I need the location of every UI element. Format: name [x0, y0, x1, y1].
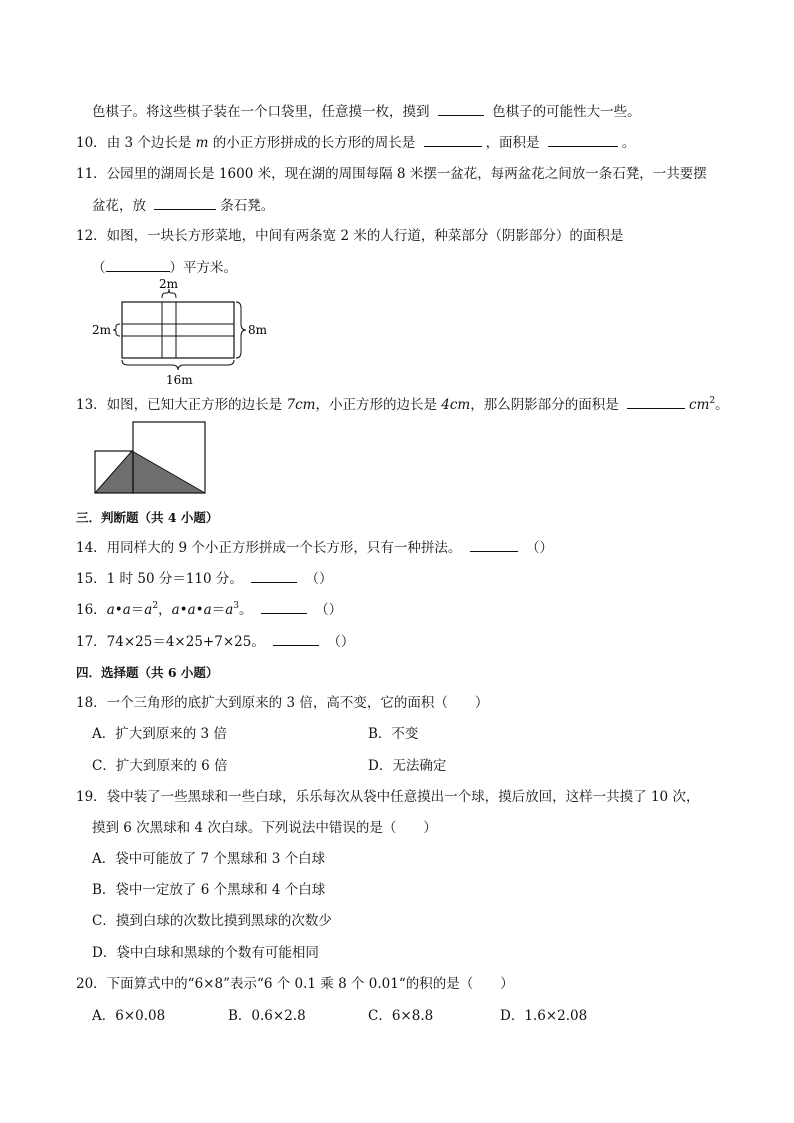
- q19-option-b[interactable]: B．袋中一定放了 6 个黑球和 4 个白球: [92, 882, 326, 898]
- q20-option-d[interactable]: D．1.6×2.08: [500, 1008, 588, 1024]
- question-10: 10．由 3 个边长是 m 的小正方形拼成的长方形的周长是 ，面积是 。: [76, 135, 636, 151]
- question-12-line1: 12．如图，一块长方形菜地，中间有两条宽 2 米的人行道，种菜部分（阴影部分）的面积是: [76, 228, 624, 244]
- q12-answer-blank[interactable]: [106, 258, 170, 272]
- label-left-2m: 2m: [92, 323, 112, 337]
- q20-option-a[interactable]: A．6×0.08: [92, 1008, 166, 1024]
- left-brace: [113, 324, 120, 336]
- q18-option-a[interactable]: A．扩大到原来的 3 倍: [92, 726, 227, 742]
- q12-figure-rectangle-garden: [86, 278, 286, 390]
- q18-option-d[interactable]: D．无法确定: [368, 758, 447, 774]
- question-19-line1: 19．袋中装了一些黑球和一些白球，乐乐每次从袋中任意摸出一个球，摸后放回，这样一共摸了 10 次，: [76, 789, 700, 805]
- question-13: 13．如图，已知大正方形的边长是 7cm，小正方形的边长是 4cm，那么阴影部分的面积是 $cm^2$。: [76, 396, 729, 413]
- q19-option-a[interactable]: A．袋中可能放了 7 个黑球和 3 个白球: [92, 851, 326, 867]
- q10-perimeter-blank[interactable]: [424, 133, 482, 147]
- section-3-heading: 三．判断题（共 4 小题）: [76, 510, 219, 525]
- q20-option-b[interactable]: B．0.6×2.8: [228, 1008, 306, 1024]
- section-4-heading: 四．选择题（共 6 小题）: [76, 665, 219, 680]
- garden-outline: [122, 302, 234, 358]
- question-12-line2: （ ）平方米。: [92, 260, 237, 276]
- q17-answer-blank[interactable]: [273, 632, 319, 646]
- question-15: 15．1 时 50 分＝110 分。 （）: [76, 571, 333, 587]
- q18-option-b[interactable]: B．不变: [368, 726, 419, 742]
- q13-figure-squares: [94, 420, 210, 496]
- shaded-triangle: [95, 451, 205, 493]
- question-19-line2: 摸到 6 次黑球和 4 次白球。下列说法中错误的是（ ）: [92, 820, 437, 836]
- label-bottom-16m: 16m: [166, 373, 193, 387]
- q9-answer-blank[interactable]: [438, 102, 484, 116]
- label-right-8m: 8m: [248, 323, 268, 337]
- q14-answer-blank[interactable]: [470, 538, 518, 552]
- q15-answer-blank[interactable]: [251, 569, 297, 583]
- q11-pots-blank[interactable]: [154, 196, 216, 210]
- question-14: 14．用同样大的 9 个小正方形拼成一个长方形，只有一种拼法。 （）: [76, 540, 553, 556]
- question-18-stem: 18．一个三角形的底扩大到原来的 3 倍，高不变，它的面积（ ）: [76, 695, 489, 711]
- q13-area-blank[interactable]: [627, 395, 685, 409]
- question-16: 16．$a•a=a^2$，$a•a•a=a^3$。 （）: [76, 601, 343, 618]
- question-20-stem: 20．下面算式中的“6×8”表示“6 个 0.1 乘 8 个 0.01“的积的是（ ）: [76, 976, 514, 992]
- q20-option-c[interactable]: C．6×8.8: [368, 1008, 434, 1024]
- label-top-2m: 2m: [159, 278, 179, 291]
- q18-option-c[interactable]: C．扩大到原来的 6 倍: [92, 758, 228, 774]
- q9-text-a: 色棋子。将这些棋子装在一个口袋里，任意摸一枚，摸到: [92, 104, 430, 120]
- q10-area-blank[interactable]: [548, 133, 618, 147]
- q16-answer-blank[interactable]: [261, 600, 307, 614]
- q19-option-c[interactable]: C．摸到白球的次数比摸到黑球的次数少: [92, 913, 332, 929]
- question-11-line2: 盆花，放 条石凳。: [92, 198, 275, 214]
- q10-number: 10．: [76, 135, 107, 151]
- bottom-brace: [122, 360, 234, 370]
- q9-text-b: 色棋子的可能性大一些。: [492, 104, 641, 120]
- q9-continuation: [92, 102, 641, 121]
- q19-option-d[interactable]: D．袋中白球和黑球的个数有可能相同: [92, 945, 319, 961]
- question-11-line1: 11．公园里的湖周长是 1600 米，现在湖的周围每隔 8 米摆一盆花，每两盆花之间放一条石凳，一共要摆: [76, 166, 707, 182]
- question-17: 17．74×25＝4×25+7×25。 （）: [76, 634, 355, 650]
- right-brace: [236, 302, 246, 358]
